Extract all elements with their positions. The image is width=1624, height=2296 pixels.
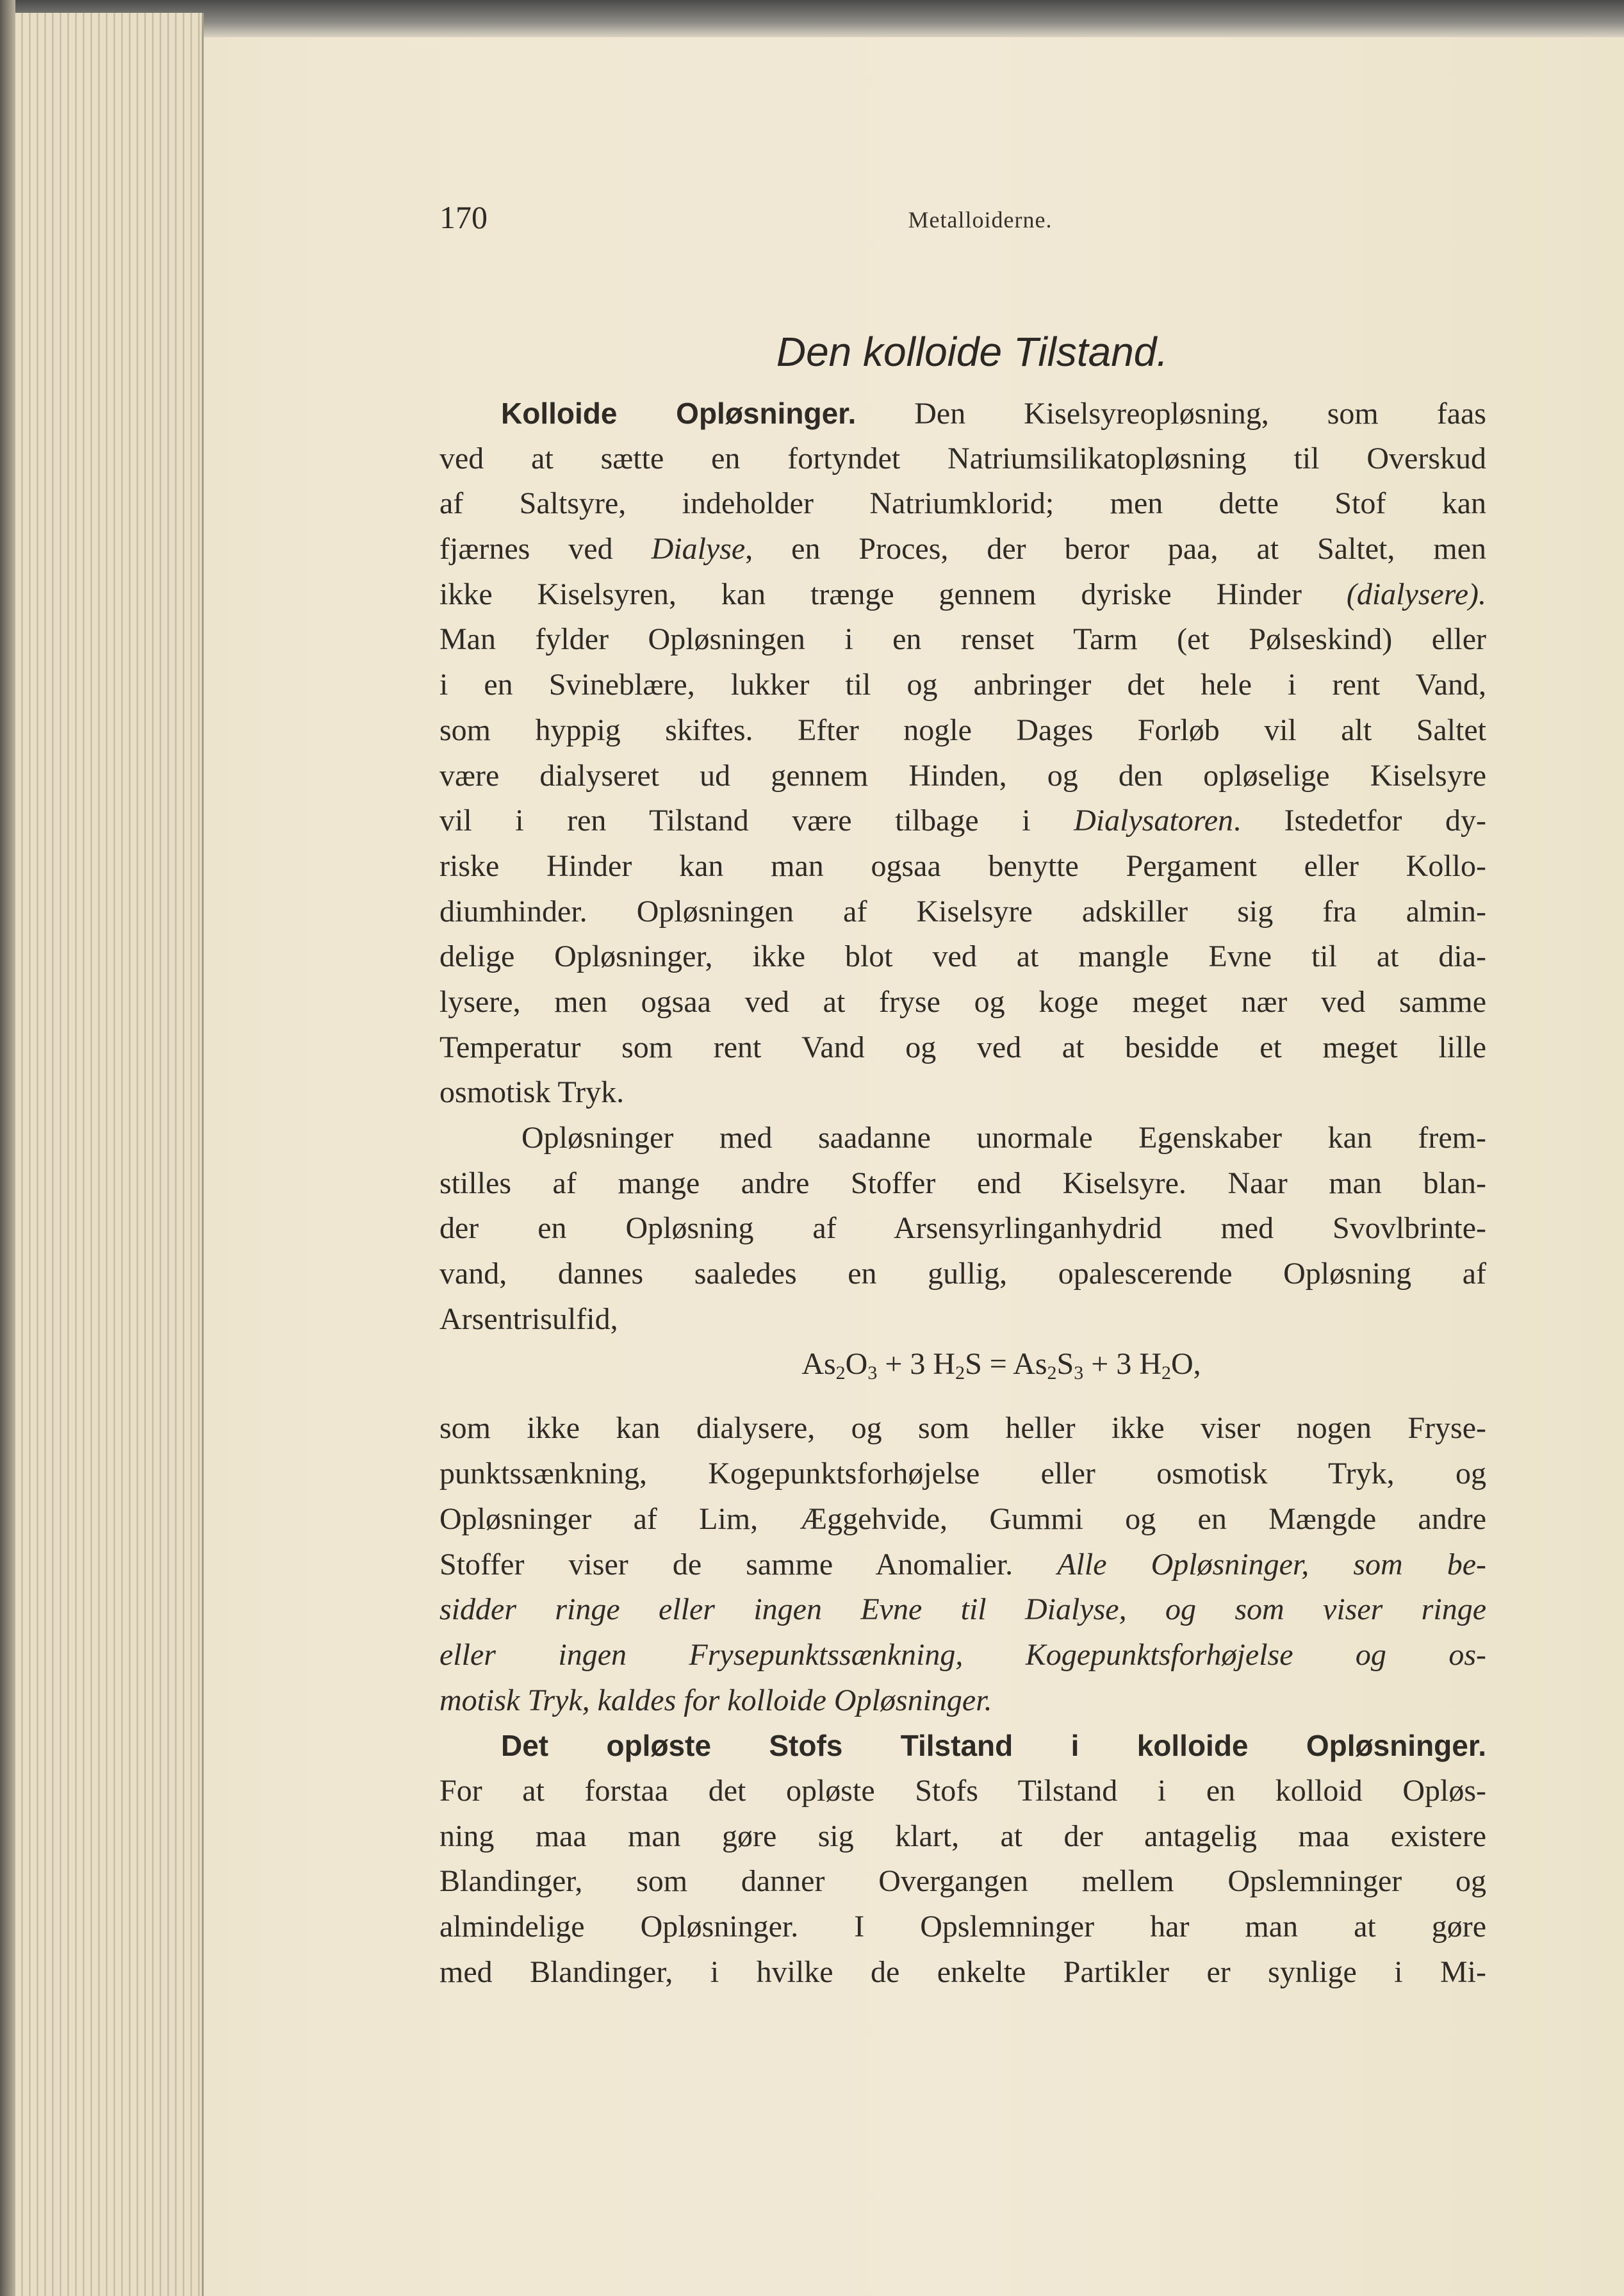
text-line xyxy=(439,1161,1486,1207)
text-run: vil i ren Tilstand være tilbage i xyxy=(439,804,1074,838)
formula-text: + 3 H xyxy=(877,1347,956,1382)
formula-text: S = As xyxy=(965,1347,1047,1382)
text-run: almindelige Opløsninger. I Opslemninger har man at gøre xyxy=(439,1910,1486,1944)
text-line xyxy=(439,1633,1486,1678)
text-line xyxy=(439,1587,1486,1633)
formula-subscript: 2 xyxy=(1161,1362,1171,1384)
text-run: delige Opløsninger, ikke blot ved at mangle Evne til at dia- xyxy=(439,939,1486,974)
text-run: Temperatur som rent Vand og ved at besidde et meget lille xyxy=(439,1030,1486,1064)
formula-text: + 3 H xyxy=(1083,1347,1161,1382)
text-run: Stoffer viser de samme Anomalier. xyxy=(439,1547,1058,1582)
page-number: 170 xyxy=(439,199,488,235)
text-line xyxy=(439,1678,1486,1724)
text-line xyxy=(439,1025,1486,1071)
text-line xyxy=(439,1297,1486,1342)
paragraph-heading: Det opløste Stofs Tilstand i kolloide Opløsninger. xyxy=(501,1729,1486,1763)
text-line xyxy=(439,391,1486,436)
text-line xyxy=(439,436,1486,482)
text-line xyxy=(439,1251,1486,1297)
text-run: Arsentrisulfid, xyxy=(439,1301,618,1336)
text-run: i en Svineblære, lukker til og anbringer det hele i rent Vand, xyxy=(439,668,1486,702)
italic-text: sidder ringe eller ingen Evne til Dialyse, og som viser ringe xyxy=(439,1592,1486,1627)
text-run: som hyppig skiftes. Efter nogle Dages Forløb vil alt Saltet xyxy=(439,713,1486,747)
text-line xyxy=(439,1070,1486,1116)
text-run: fjærnes ved xyxy=(439,532,652,566)
text-run: . Istedetfor dy- xyxy=(1233,804,1486,838)
formula-subscript: 3 xyxy=(1074,1362,1084,1384)
text-line xyxy=(439,1542,1486,1588)
text-line xyxy=(439,663,1486,708)
text-line xyxy=(439,1814,1486,1860)
text-run: Opløsninger med saadanne unormale Egenskaber kan frem- xyxy=(521,1121,1486,1155)
italic-text: Dialyse xyxy=(651,532,746,566)
text-line xyxy=(439,1859,1486,1904)
italic-text: Dialysatoren xyxy=(1074,804,1233,838)
text-line xyxy=(439,617,1486,663)
italic-text: motisk Tryk, kaldes for kolloide Opløsninger. xyxy=(439,1683,992,1717)
text-line xyxy=(439,1451,1486,1497)
body-text xyxy=(439,391,1486,1995)
text-line xyxy=(439,934,1486,980)
text-line xyxy=(439,754,1486,799)
text-line xyxy=(439,1497,1486,1542)
formula-subscript: 2 xyxy=(1047,1362,1057,1384)
paragraph-heading: Kolloide Opløsninger. xyxy=(501,397,857,430)
formula-subscript: 2 xyxy=(835,1362,846,1384)
text-line xyxy=(439,889,1486,935)
text-line xyxy=(439,572,1486,618)
text-run: For at forstaa det opløste Stofs Tilstand i en kolloid Opløs- xyxy=(439,1773,1486,1808)
formula-text: O xyxy=(845,1347,868,1382)
text-line xyxy=(439,1116,1486,1161)
text-run: ikke Kiselsyren, kan trænge gennem dyriske Hinder xyxy=(439,577,1347,611)
text-line xyxy=(439,1950,1486,1995)
text-run: der en Opløsning af Arsensyrlinganhydrid med Svovlbrinte- xyxy=(439,1211,1486,1246)
formula-text: O, xyxy=(1170,1347,1201,1382)
formula-text: As xyxy=(801,1347,836,1382)
text-run: af Saltsyre, indeholder Natriumklorid; men dette Stof kan xyxy=(439,486,1486,521)
text-run: stilles af mange andre Stoffer end Kiselsyre. Naar man blan- xyxy=(439,1166,1486,1200)
text-line xyxy=(439,527,1486,572)
italic-text: Alle Opløsninger, som be- xyxy=(1057,1547,1487,1582)
italic-text: eller ingen Frysepunktssænkning, Kogepunktsforhøjelse og os- xyxy=(439,1637,1486,1672)
text-line xyxy=(439,844,1486,889)
section-title: Den kolloide Tilstand. xyxy=(776,329,1169,375)
italic-text: (dialysere). xyxy=(1346,577,1486,611)
text-run: riske Hinder kan man ogsaa benytte Pergament eller Kollo- xyxy=(439,848,1486,883)
text-run: Opløsninger af Lim, Æggehvide, Gummi og en Mængde andre xyxy=(439,1501,1486,1536)
text-line xyxy=(439,708,1486,754)
text-line xyxy=(439,1769,1486,1814)
text-line xyxy=(439,1723,1486,1769)
text-run: vand, dannes saaledes en gullig, opalescerende Opløsning af xyxy=(439,1257,1486,1291)
text-line xyxy=(439,980,1486,1025)
text-run: Blandinger, som danner Overgangen mellem Opslemninger og xyxy=(439,1864,1486,1899)
formula-subscript: 2 xyxy=(955,1362,965,1384)
text-run: osmotisk Tryk. xyxy=(439,1075,625,1110)
text-run: lysere, men ogsaa ved at fryse og koge meget nær ved samme xyxy=(439,984,1486,1019)
text-line xyxy=(439,1206,1486,1251)
formula-text: S xyxy=(1056,1347,1074,1382)
text-line xyxy=(439,798,1486,844)
text-line xyxy=(439,1406,1486,1451)
chemical-equation xyxy=(439,1342,1486,1406)
text-run: Den Kiselsyreopløsning, som faas xyxy=(856,397,1486,431)
text-run: ning maa man gøre sig klart, at der antagelig maa existere xyxy=(439,1819,1486,1853)
text-run: diumhinder. Opløsningen af Kiselsyre adskiller sig fra almin- xyxy=(439,894,1486,929)
running-title: Metalloiderne. xyxy=(908,207,1053,233)
formula-subscript: 3 xyxy=(867,1362,878,1384)
text-run: Man fylder Opløsningen i en renset Tarm (et Pølseskind) eller xyxy=(439,622,1486,657)
text-run: som ikke kan dialysere, og som heller ikke viser nogen Fryse- xyxy=(439,1411,1486,1446)
scan-top-edge xyxy=(0,0,1624,37)
text-run: , en Proces, der beror paa, at Saltet, men xyxy=(745,532,1487,566)
text-line xyxy=(439,1904,1486,1950)
text-line xyxy=(439,481,1486,527)
text-run: med Blandinger, i hvilke de enkelte Partikler er synlige i Mi- xyxy=(439,1954,1486,1989)
text-run: være dialyseret ud gennem Hinden, og den opløselige Kiselsyre xyxy=(439,758,1486,793)
text-run: ved at sætte en fortyndet Natriumsilikatopløsning til Overskud xyxy=(439,441,1486,475)
text-run: punktssænkning, Kogepunktsforhøjelse eller osmotisk Tryk, og xyxy=(439,1457,1486,1491)
